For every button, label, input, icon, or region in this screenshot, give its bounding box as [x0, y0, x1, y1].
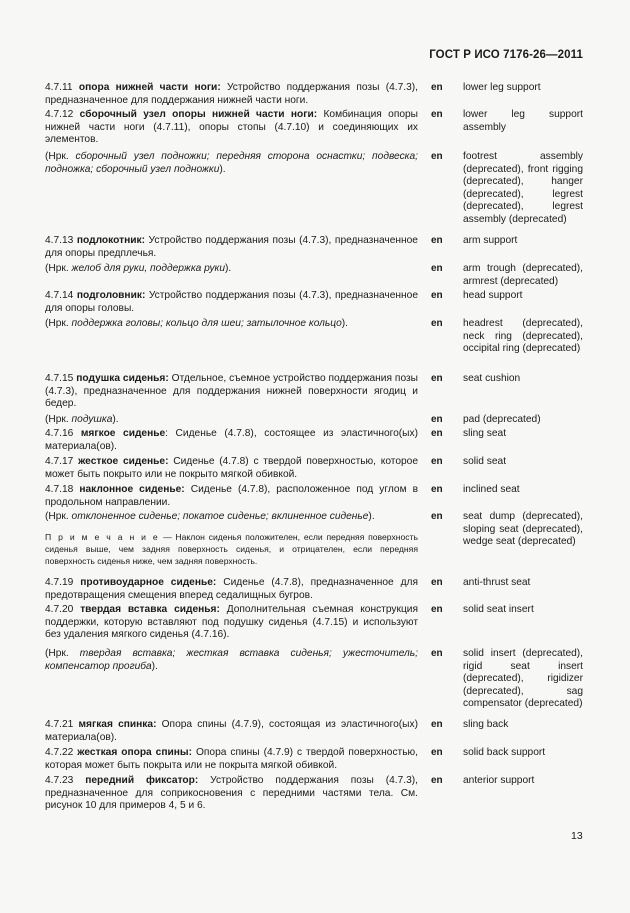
language-code: en	[431, 648, 443, 659]
deprecated-terms: твердая вставка; жесткая вставка сиденья; ужесточитель; компенсатор прогиба	[45, 648, 418, 672]
term-name: жесткое сиденье:	[78, 456, 169, 467]
term-name: подлокотник:	[76, 235, 145, 246]
term-number: 4.7.14	[45, 290, 74, 301]
term-number: 4.7.15	[45, 373, 74, 384]
language-code: en	[431, 577, 443, 588]
language-code: en	[431, 456, 443, 467]
english-term: seat dump (deprecated), sloping seat (deprecated), wedge seat (deprecated)	[463, 511, 583, 548]
language-code: en	[431, 82, 443, 93]
term-definition: Опора спины (4.7.9) с твердой поверхностью, которая может быть покрыта или не покрыта мягкой обивкой.	[45, 747, 418, 771]
russian-definition	[45, 775, 418, 813]
page-number: 13	[571, 830, 583, 842]
language-code: en	[431, 373, 443, 384]
russian-definition	[45, 719, 418, 744]
russian-definition	[45, 511, 418, 524]
language-code: en	[431, 484, 443, 495]
language-code: en	[431, 414, 443, 425]
russian-definition	[45, 151, 418, 176]
term-number: 4.7.22	[45, 747, 74, 758]
english-term: lower leg support assembly	[463, 109, 583, 133]
russian-definition	[45, 747, 418, 772]
language-code: en	[431, 747, 443, 758]
term-name: мягкая спинка:	[78, 719, 157, 730]
english-term: solid seat insert	[463, 604, 534, 615]
term-name: сборочный узел опоры нижней части ноги:	[79, 109, 318, 120]
language-code: en	[431, 719, 443, 730]
russian-definition	[45, 414, 418, 427]
deprecated-prefix: (Нрк.	[45, 318, 72, 329]
russian-definition	[45, 263, 418, 276]
russian-definition	[45, 456, 418, 481]
english-term: sling back	[463, 719, 509, 730]
language-code: en	[431, 263, 443, 274]
deprecated-prefix: (Нрк.	[45, 511, 72, 522]
language-code: en	[431, 775, 443, 786]
term-definition: Устройство поддержания позы (4.7.3), предназначенное для поддержания нижней части ноги.	[45, 82, 418, 106]
deprecated-terms: сборочный узел подножки; передняя сторона оснастки; подвеска; подножка; сборочный узел подножки	[45, 151, 418, 175]
deprecated-suffix: ).	[225, 263, 232, 274]
language-code: en	[431, 151, 443, 162]
russian-definition	[45, 235, 418, 260]
english-term: lower leg support	[463, 82, 541, 93]
term-definition: Устройство поддержания позы (4.7.3), предназначенное для опоры предплечья.	[45, 235, 418, 259]
deprecated-terms: подушка	[71, 414, 113, 425]
english-term: anti-thrust seat	[463, 577, 531, 588]
language-code: en	[431, 511, 443, 522]
deprecated-prefix: (Нрк.	[45, 648, 80, 659]
russian-definition	[45, 648, 418, 673]
english-term: solid back support	[463, 747, 546, 758]
deprecated-prefix: (Нрк.	[45, 414, 72, 425]
russian-definition	[45, 604, 418, 642]
term-name: опора нижней части ноги:	[78, 82, 221, 93]
english-term: solid seat	[463, 456, 507, 467]
english-term: anterior support	[463, 775, 535, 786]
deprecated-terms: поддержка головы; кольцо для шеи; затылочное кольцо	[71, 318, 342, 329]
term-number: 4.7.20	[45, 604, 74, 615]
english-term: sling seat	[463, 428, 507, 439]
term-name: подушка сиденья:	[76, 373, 169, 384]
term-definition: Отдельное, съемное устройство поддержания позы (4.7.3), предназначенное для поддержания нижней поверхности ягодиц и бедер.	[45, 373, 418, 410]
deprecated-prefix: (Нрк.	[45, 263, 72, 274]
note-label: П р и м е ч а н и е	[45, 532, 160, 542]
term-name: противоударное сиденье:	[80, 577, 217, 588]
term-definition: Комбинация опоры нижней части ноги (4.7.11), опоры стопы (4.7.10) и соединяющих их элементов.	[45, 109, 418, 146]
russian-definition	[45, 290, 418, 315]
term-number: 4.7.17	[45, 456, 74, 467]
language-code: en	[431, 235, 443, 246]
english-term: pad (deprecated)	[463, 414, 541, 425]
term-number: 4.7.11	[45, 82, 73, 93]
russian-definition	[45, 373, 418, 411]
english-term: head support	[463, 290, 523, 301]
page-header: ГОСТ Р ИСО 7176-26—2011	[429, 49, 583, 61]
deprecated-terms: желоб для руки, поддержка руки	[71, 263, 226, 274]
russian-definition	[45, 484, 418, 509]
deprecated-prefix: (Нрк.	[45, 151, 76, 162]
deprecated-suffix: ).	[112, 414, 119, 425]
term-definition: Опора спины (4.7.9), состоящая из эластичного(ых) материала(ов).	[45, 719, 418, 743]
term-number: 4.7.13	[45, 235, 74, 246]
russian-definition	[45, 428, 418, 453]
term-name: жесткая опора спины:	[77, 747, 193, 758]
term-number: 4.7.18	[45, 484, 74, 495]
russian-definition	[45, 318, 418, 331]
english-term: solid insert (deprecated), rigid seat insert (deprecated), rigidizer (deprecated), sag compensator (deprecated)	[463, 648, 583, 710]
english-term: inclined seat	[463, 484, 520, 495]
deprecated-suffix: ).	[219, 163, 226, 175]
term-definition: : Сиденье (4.7.8), состоящее из эластичного(ых) материала(ов).	[45, 428, 418, 452]
russian-definition	[45, 82, 418, 107]
language-code: en	[431, 109, 443, 120]
term-definition: Сиденье (4.7.8) с твердой поверхностью, которое может быть покрыто или не покрыто мягкой обивкой.	[45, 456, 418, 480]
english-term: seat cushion	[463, 373, 521, 384]
english-term: arm support	[463, 235, 518, 246]
term-name: наклонное сиденье:	[79, 484, 185, 495]
english-term: headrest (deprecated), neck ring (deprecated), occipital ring (deprecated)	[463, 318, 583, 355]
deprecated-suffix: ).	[368, 511, 375, 522]
term-definition: Сиденье (4.7.8), расположенное под углом в продольном направлении.	[45, 484, 418, 508]
deprecated-suffix: ).	[341, 318, 348, 329]
term-definition: Сиденье (4.7.8), предназначенное для предотвращения смещения вперед седалищных бугров.	[45, 577, 418, 601]
term-name: твердая вставка сиденья:	[80, 604, 220, 615]
note-text: — Наклон сиденья положителен, если передняя поверхность сиденья выше, чем задняя поверхность сиденья, и отрицателен, если передняя поверхность сиденья ниже, чем задняя поверхность.	[45, 532, 419, 566]
russian-definition	[45, 577, 418, 602]
language-code: en	[431, 428, 443, 439]
language-code: en	[431, 604, 443, 615]
term-number: 4.7.16	[45, 428, 74, 439]
deprecated-suffix: ).	[151, 660, 158, 672]
term-definition: Дополнительная съемная конструкция поддержки, которую вставляют под подушку сиденья (4.7.15) и используют без удаления мягкого сиденья (4.7.16).	[45, 604, 418, 641]
term-name: мягкое сиденье	[80, 428, 166, 439]
term-name: передний фиксатор:	[85, 775, 199, 786]
deprecated-terms: отклоненное сиденье; покатое сиденье; вклиненное сиденье	[71, 511, 369, 522]
term-number: 4.7.19	[45, 577, 74, 588]
term-number: 4.7.21	[45, 719, 74, 730]
term-definition: Устройство поддержания позы (4.7.3), предназначенное для соприкосновения с передними частями тела. См. рисунок 10 для примеров 4, 5 и 6.	[45, 775, 418, 812]
english-term: footrest assembly (deprecated), front rigging (deprecated), hanger (deprecated), legrest (deprecated), legrest assembly (deprecated)	[463, 151, 583, 225]
term-name: подголовник:	[76, 290, 146, 301]
language-code: en	[431, 318, 443, 329]
term-definition: Устройство поддержания позы (4.7.3), предназначенное для опоры головы.	[45, 290, 418, 314]
term-number: 4.7.12	[45, 109, 74, 120]
term-number: 4.7.23	[45, 775, 74, 786]
english-term: arm trough (deprecated), armrest (deprecated)	[463, 263, 583, 287]
russian-definition	[45, 109, 418, 147]
language-code: en	[431, 290, 443, 301]
